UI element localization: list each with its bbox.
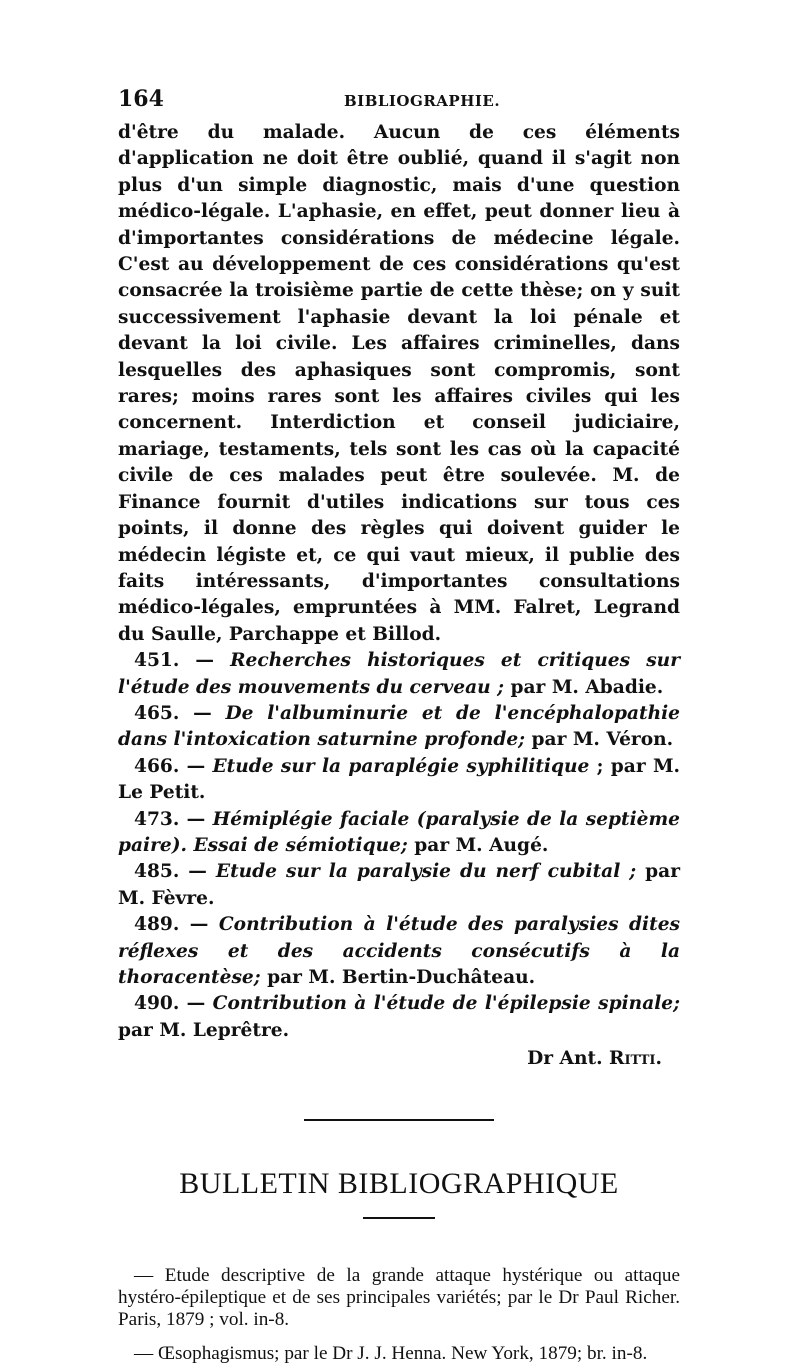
signature-name: Ritti.	[609, 1048, 662, 1070]
review-text	[118, 120, 680, 1073]
entry-author: par M. Augé.	[407, 834, 549, 856]
entry-title: Contribution à l'étude de l'épilepsie spinale;	[212, 993, 681, 1015]
entry-number: 473. —	[134, 808, 213, 830]
entry-451	[118, 648, 680, 701]
entry-number: 489. —	[134, 914, 219, 936]
opening-paragraph: d'être du malade. Aucun de ces éléments d'application ne doit être oublié, quand il s'agit non plus d'un simple diagnostic, mais d'une question médico-légale. L'aphasie, en effet, peut donner lieu à d'importantes considérations de médecine légale. C'est au développement de ces considérations qu'est consacrée la troisième partie de cette thèse; on y suit successivement l'aphasie devant la loi pénale et devant la loi civile. Les affaires criminelles, dans lesquelles des aphasiques sont compromis, sont rares; moins rares sont les affaires civiles qui les concernent. Interdiction et conseil judiciaire, mariage, testaments, tels sont les cas où la capacité civile de ces malades peut être soulevée. M. de Finance fournit d'utiles indications sur tous ces points, il donne des règles qui doivent guider le médecin légiste et, ce qui vaut mieux, il publie des faits intéressants, d'importantes consultations médico-légales, empruntées à MM. Falret, Legrand du Saulle, Parchappe et Billod.	[118, 122, 680, 645]
section-divider	[304, 1119, 494, 1121]
entry-485	[118, 859, 680, 912]
entry-number: 490. —	[134, 993, 213, 1015]
entry-466	[118, 754, 680, 807]
bulletin-item: — Etude descriptive de la grande attaque hystérique ou attaque hystéro-épileptique et de ses principales variétés; par le Dr Paul Richer. Paris, 1879 ; vol. in-8.	[118, 1264, 680, 1330]
entry-490	[118, 991, 680, 1044]
entry-number: 485. —	[134, 861, 216, 883]
entry-title: Etude sur la paraplégie syphilitique	[212, 755, 590, 777]
entry-title: Etude sur la paralysie du nerf cubital ;	[215, 861, 637, 883]
signature	[118, 1046, 680, 1072]
running-head	[118, 86, 680, 120]
entry-473	[118, 807, 680, 860]
entry-title: Contribution à l'étude des paralysies dites réflexes et des accidents consécutifs à la thoracentèse;	[118, 914, 681, 988]
signature-prefix: Dr Ant.	[527, 1048, 610, 1070]
entry-author: par M. Leprêtre.	[118, 1019, 290, 1041]
bulletin-item: — Œsophagismus; par le Dr J. J. Henna. New York, 1879; br. in-8.	[134, 1342, 648, 1364]
title-underline	[363, 1217, 435, 1219]
running-title: BIBLIOGRAPHIE.	[344, 92, 501, 110]
entry-author: par M. Bertin-Duchâteau.	[260, 967, 536, 988]
entry-number: 451. —	[134, 650, 231, 672]
bulletin-title: BULLETIN BIBLIOGRAPHIQUE	[179, 1166, 619, 1200]
entry-489	[118, 912, 680, 991]
bulletin-list	[118, 1265, 680, 1365]
entry-number: 466. —	[134, 755, 213, 777]
page	[118, 86, 680, 1365]
entry-author: par M. Véron.	[525, 729, 674, 751]
entry-number: 465. —	[134, 702, 226, 724]
entry-author: par M. Abadie.	[504, 676, 664, 698]
entry-465	[118, 701, 680, 754]
entry-title: De l'albuminurie et de l'encéphalopathie dans l'intoxication saturnine profonde;	[118, 702, 680, 751]
entry-title: Hémiplégie faciale (paralysie de la septième paire). Essai de sémiotique;	[118, 808, 681, 856]
page-number: 164	[118, 86, 164, 112]
entry-author: par M. Fèvre.	[118, 861, 681, 909]
entry-author: ; par M. Le Petit.	[118, 755, 680, 804]
entry-title: Recherches historiques et critiques sur l'étude des mouvements du cerveau ;	[118, 650, 681, 698]
